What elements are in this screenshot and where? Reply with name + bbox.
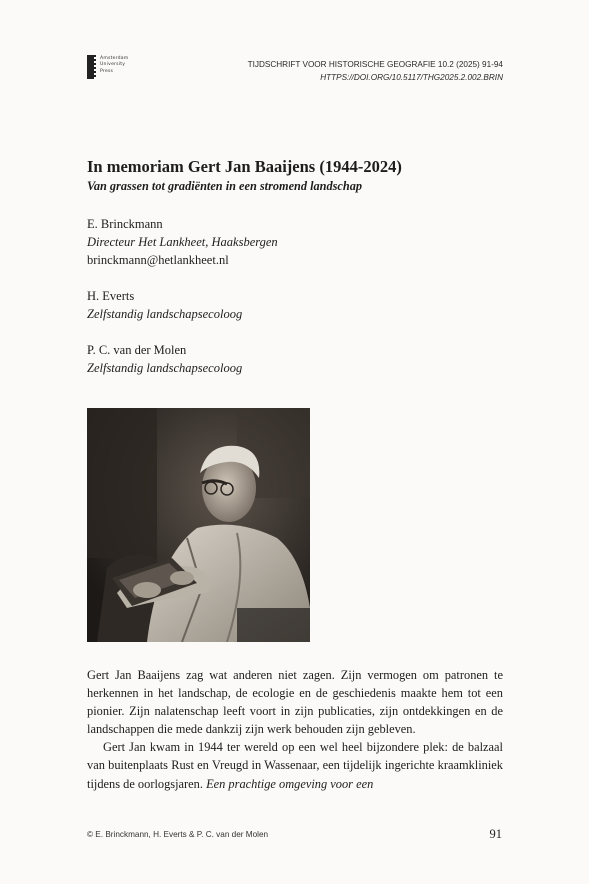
doi-link[interactable]: HTTPS://DOI.ORG/10.5117/THG2025.2.002.BRIN <box>320 73 503 82</box>
author-list <box>87 215 507 395</box>
journal-citation: TIJDSCHRIFT VOOR HISTORISCHE GEOGRAFIE 10.2 (2025) 91-94 <box>247 60 503 69</box>
copyright-notice: © E. Brinckmann, H. Everts & P. C. van der Molen <box>87 830 269 839</box>
paragraph-italic-text: Een prachtige omgeving voor een <box>206 776 374 791</box>
publisher-logo-mark <box>87 55 94 79</box>
publisher-logo <box>87 55 147 79</box>
author-block <box>87 215 507 269</box>
page-number: 91 <box>489 827 502 841</box>
author-email[interactable]: brinckmann@hetlankheet.nl <box>87 253 229 267</box>
publisher-logo-line: University <box>100 62 126 68</box>
publisher-logo-text <box>100 56 128 75</box>
author-name: H. Everts <box>87 289 135 303</box>
article-subtitle: Van grassen tot gradiënten in een stromend landschap <box>87 179 363 193</box>
author-name: P. C. van der Molen <box>87 343 187 357</box>
paragraph <box>87 738 503 792</box>
article-title: In memoriam Gert Jan Baaijens (1944-2024) <box>87 157 402 176</box>
journal-header <box>248 58 503 84</box>
publisher-logo-line: Press <box>100 68 114 74</box>
paragraph-text: Gert Jan kwam in 1944 ter wereld op een wel heel bijzondere plek: de balzaal van buitenplaats Rust en Vreugd in Wassenaar, een tijdelijk ingerichte kraamkliniek tijdens de oorlogsjaren. <box>87 740 503 791</box>
author-name: E. Brinckmann <box>87 217 163 231</box>
author-affiliation: Directeur Het Lankheet, Haaksbergen <box>87 235 278 249</box>
author-affiliation: Zelfstandig landschapsecoloog <box>87 307 243 321</box>
article-body <box>87 666 503 793</box>
portrait-photo <box>87 408 310 642</box>
paragraph: Gert Jan Baaijens zag wat anderen niet zagen. Zijn vermogen om patronen te herkennen in het landschap, de ecologie en de geschiedenis maakte hem tot een pionier. Zijn nalatenschap leeft voort in zijn publicaties, zijn ontdekkingen en de landschappen die mede dankzij zijn werk behouden zijn gebleven. <box>87 668 503 737</box>
author-block <box>87 341 507 377</box>
publisher-logo-line: Amsterdam <box>100 56 129 61</box>
author-block <box>87 287 507 323</box>
author-affiliation: Zelfstandig landschapsecoloog <box>87 361 243 375</box>
